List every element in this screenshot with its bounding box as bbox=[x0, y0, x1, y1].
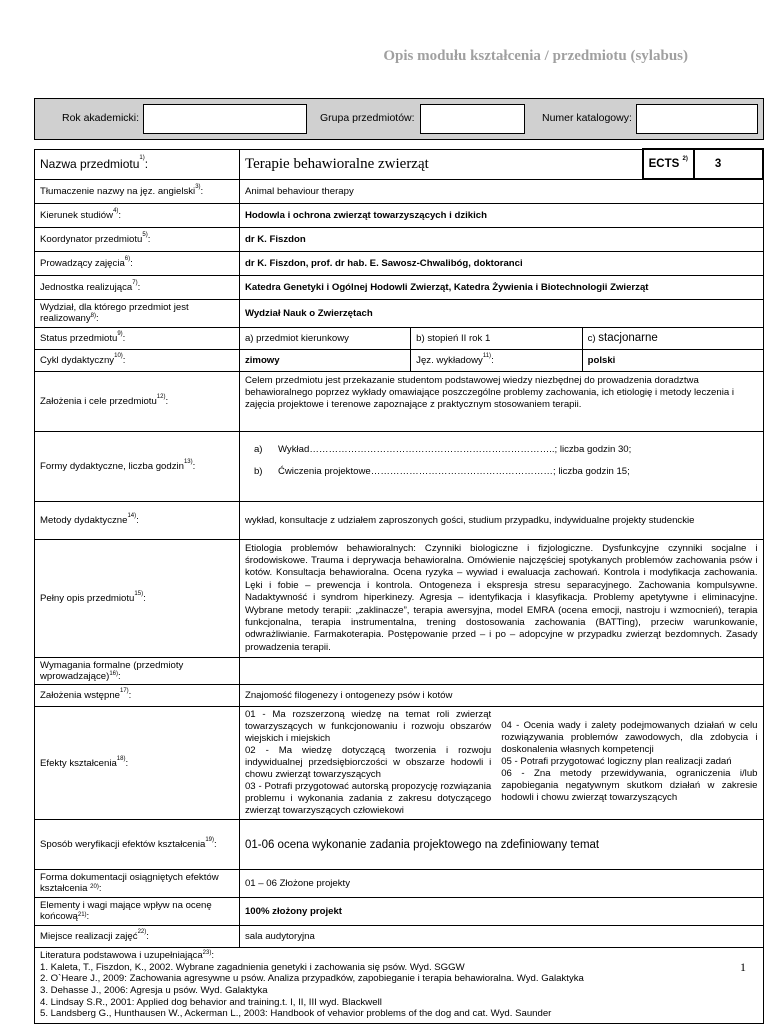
sposob-value: 01-06 ocena wykonanie zadania projektowego na zdefiniowany temat bbox=[239, 820, 763, 870]
status-a: a) przedmiot kierunkowy bbox=[239, 327, 410, 349]
efekt-item: 01 - Ma rozszerzoną wiedzę na temat roli zwierząt towarzyszących w funkcjonowaniu i rozwoju obszarów wiejskich i miejskich bbox=[244, 709, 492, 745]
wymagania-label: Wymagania formalne (przedmioty wprowadzające)$^{16)}$: bbox=[35, 658, 240, 685]
tlumaczenie-label: Tłumaczenie nazwy na jęz. angielski$^{3)}$: bbox=[35, 179, 240, 203]
jezyk-label: Jęz. wykładowy$^{11)}$: bbox=[411, 349, 582, 371]
row-nazwa bbox=[35, 149, 764, 179]
efekt-item: 06 - Zna metody przewidywania, ograniczenia i/lub zapobiegania negatywnym skutkom działań w zakresie hodowli i chowu zwierząt towarzyszących bbox=[501, 768, 758, 804]
row-koordynator bbox=[35, 227, 764, 251]
formy-item-letter: b) bbox=[253, 466, 263, 477]
efekty-value bbox=[239, 707, 763, 820]
nazwa-label: Nazwa przedmiotu$^{1)}$: bbox=[35, 149, 240, 179]
status-b: b) stopień II rok 1 bbox=[411, 327, 582, 349]
literatura-item: 4. Lindsay S.R., 2001: Applied dog behavior and training.t. I, II, III wyd. Blackwell bbox=[40, 996, 382, 1008]
cykl-value: zimowy bbox=[239, 349, 410, 371]
row-tlumaczenie bbox=[35, 179, 764, 203]
row-zalozenia-cele bbox=[35, 371, 764, 431]
opis-label: Pełny opis przedmiotu$^{15)}$: bbox=[35, 539, 240, 658]
literatura-cell bbox=[35, 948, 764, 1024]
miejsce-label: Miejsce realizacji zajęć$^{22)}$: bbox=[35, 926, 240, 948]
efekty-left bbox=[245, 709, 501, 817]
page-number: 1 bbox=[740, 960, 746, 974]
grupa-label: Grupa przedmiotów: bbox=[320, 112, 415, 124]
kierunek-value: Hodowla i ochrona zwierząt towarzyszących i dzikich bbox=[239, 203, 763, 227]
row-formy bbox=[35, 431, 764, 501]
efekty-right bbox=[501, 709, 757, 817]
literatura-item: 3. Dehasse J., 2006: Agresja u psów. Wyd. Galaktyka bbox=[40, 984, 268, 996]
numer-field[interactable] bbox=[636, 104, 758, 134]
row-status bbox=[35, 327, 764, 349]
literatura-item: 2. O`Heare J., 2009: Zachowania agresywne u psów. Analiza przypadków, zapobieganie i terapia behawioralna. Wyd. Galaktyka bbox=[40, 973, 584, 985]
miejsce-value: sala audytoryjna bbox=[239, 926, 763, 948]
koordynator-label: Koordynator przedmiotu$^{5)}$: bbox=[35, 227, 240, 251]
efekt-item: 03 - Potrafi przygotować autorską propozycję rozwiązania problemu i wykonania zadania z zakresu dotyczącego zwierząt towarzyszących człowiekowi bbox=[244, 781, 492, 817]
row-kierunek bbox=[35, 203, 764, 227]
literatura-label: Literatura podstawowa i uzupełniająca$^{23)}$: bbox=[40, 950, 215, 962]
zalozenia-cele-value: Celem przedmiotu jest przekazanie studentom podstawowej wiedzy niezbędnej do prowadzenia doradztwa behawioralnego poprzez wykłady omawiające poszczególne problemy zachowania, ich etiologię i metody leczenia i zajęcia projektowe i terenowe zapoznające z praktycznym stosowaniem terapii. bbox=[239, 371, 763, 431]
efekty-columns bbox=[245, 709, 758, 817]
elementy-value: 100% złożony projekt bbox=[239, 898, 763, 926]
row-cykl bbox=[35, 349, 764, 371]
formy-item bbox=[254, 444, 758, 466]
row-literatura bbox=[35, 948, 764, 1024]
jednostka-label: Jednostka realizująca$^{7)}$: bbox=[35, 275, 240, 299]
tlumaczenie-value: Animal behaviour therapy bbox=[239, 179, 763, 203]
status-c: c) stacjonarne bbox=[582, 327, 763, 349]
document-title: Opis modułu kształcenia / przedmiotu (sylabus) bbox=[383, 48, 688, 64]
formy-list bbox=[254, 444, 758, 488]
formy-item-text: Ćwiczenia projektowe…………………………………………………; liczba godzin 15; bbox=[277, 466, 630, 477]
prowadzacy-label: Prowadzący zajęcia$^{6)}$: bbox=[35, 251, 240, 275]
efekty-label: Efekty kształcenia$^{18)}$: bbox=[35, 707, 240, 820]
efekt-item: 05 - Potrafi przygotować logiczny plan realizacji zadań bbox=[501, 756, 732, 768]
prowadzacy-value: dr K. Fiszdon, prof. dr hab. E. Sawosz-Chwalibóg, doktoranci bbox=[239, 251, 763, 275]
syllabus-table bbox=[34, 148, 764, 1024]
wydzial-label: Wydział, dla którego przedmiot jest realizowany$^{8)}$: bbox=[35, 299, 240, 327]
row-wydzial bbox=[35, 299, 764, 327]
forma-dok-label: Forma dokumentacji osiągniętych efektów kształcenia $^{20)}$: bbox=[35, 870, 240, 898]
ects-label: ECTS $^{2)}$ bbox=[643, 149, 694, 179]
efekt-item: 04 - Ocenia wady i zalety podejmowanych działań w celu rozwiązywania problemów zawodowych, dla zdobycia i doskonalenia własnych kompetencji bbox=[501, 720, 758, 756]
zalozenia-wstepne-label: Założenia wstępne$^{17)}$: bbox=[35, 685, 240, 707]
formy-value bbox=[239, 431, 763, 501]
zalozenia-cele-label: Założenia i cele przedmiotu$^{12)}$: bbox=[35, 371, 240, 431]
row-opis bbox=[35, 539, 764, 658]
row-elementy bbox=[35, 898, 764, 926]
status-label: Status przedmiotu$^{9)}$: bbox=[35, 327, 240, 349]
rok-label: Rok akademicki: bbox=[62, 112, 140, 124]
numer-label: Numer katalogowy: bbox=[542, 112, 632, 124]
sposob-label: Sposób weryfikacji efektów kształcenia$^{19)}$: bbox=[35, 820, 240, 870]
row-prowadzacy bbox=[35, 251, 764, 275]
formy-item-text: Wykład…………………………………………………………………..; liczba godzin 30; bbox=[277, 444, 632, 455]
nazwa-value: Terapie behawioralne zwierząt bbox=[239, 149, 642, 179]
row-sposob bbox=[35, 820, 764, 870]
formy-item bbox=[254, 466, 758, 488]
elementy-label: Elementy i wagi mające wpływ na ocenę końcową$^{21)}$: bbox=[35, 898, 240, 926]
ects-value: 3 bbox=[694, 149, 763, 179]
jezyk-value: polski bbox=[582, 349, 763, 371]
cykl-label: Cykl dydaktyczny$^{10)}$: bbox=[35, 349, 240, 371]
row-metody bbox=[35, 501, 764, 539]
efekt-item: 02 - Ma wiedzę dotyczącą tworzenia i rozwoju indywidualnej przedsiębiorczości w obszarze hodowli i chowu zwierząt towarzyszących bbox=[244, 745, 492, 781]
row-miejsce bbox=[35, 926, 764, 948]
wymagania-value bbox=[239, 658, 763, 685]
row-jednostka bbox=[35, 275, 764, 299]
grupa-field[interactable] bbox=[420, 104, 525, 134]
kierunek-label: Kierunek studiów$^{4)}$: bbox=[35, 203, 240, 227]
metody-value: wykład, konsultacje z udziałem zaproszonych gości, studium przypadku, indywidualne projekty studenckie bbox=[239, 501, 763, 539]
wydzial-value: Wydział Nauk o Zwierzętach bbox=[239, 299, 763, 327]
literatura-item: 1. Kaleta, T., Fiszdon, K., 2002. Wybrane zagadnienia genetyki i zachowania się psów. Wyd. SGGW bbox=[40, 961, 465, 973]
rok-field[interactable] bbox=[143, 104, 307, 134]
row-efekty bbox=[35, 707, 764, 820]
literatura-item: 5. Landsberg G., Hunthausen W., Ackerman L., 2003: Handbook of vehavior problems of the dog and cat. Wyd. Saunder bbox=[40, 1008, 552, 1020]
opis-value: Etiologia problemów behawioralnych: Czynniki biologiczne i fizjologiczne. Dysfunkcyjne czynniki socjalne i środowiskowe. Trauma i deprywacja behawioralna. Omówienie najczęściej spotykanych problemów zachowania psów i kotów. Konsultacja behawioralna. Ocena ryzyka – wywiad i ewaluacja zachowań. Kontrola i modyfikacja zachowania. Lęki i fobie – prewencja i kontrola. Ontogeneza i ekspresja stresu separacyjnego. Zachowania kompulsywne. Nadaktywność i syndrom hiperkinezy. Agresja – identyfikacja i klasyfikacja. Problemy apetytywne i eliminacyjne. Wybrane metody terapii: „zaklinacze”, terapia awersyjna, model EMRA (ocena emocji, nastroju i wzmocnień), terapia funkcjonalna, terapia instrumentalna, trening dostosowania zachowania (BATTing), przeciw warunkowanie, odwrażliwianie. Farmakoterapia. Postępowanie przed – i po – adopcyjne w przypadku zwierząt bezdomnych. Zasady prowadzenia terapii. bbox=[239, 539, 763, 658]
zalozenia-wstepne-value: Znajomość filogenezy i ontogenezy psów i kotów bbox=[239, 685, 763, 707]
row-forma-dok bbox=[35, 870, 764, 898]
jednostka-value: Katedra Genetyki i Ogólnej Hodowli Zwierząt, Katedra Żywienia i Biotechnologii Zwierząt bbox=[239, 275, 763, 299]
forma-dok-value: 01 – 06 Złożone projekty bbox=[239, 870, 763, 898]
koordynator-value: dr K. Fiszdon bbox=[239, 227, 763, 251]
row-zalozenia-wstepne bbox=[35, 685, 764, 707]
formy-item-letter: a) bbox=[253, 444, 263, 455]
row-wymagania bbox=[35, 658, 764, 685]
metody-label: Metody dydaktyczne$^{14)}$: bbox=[35, 501, 240, 539]
formy-label: Formy dydaktyczne, liczba godzin$^{13)}$: bbox=[35, 431, 240, 501]
